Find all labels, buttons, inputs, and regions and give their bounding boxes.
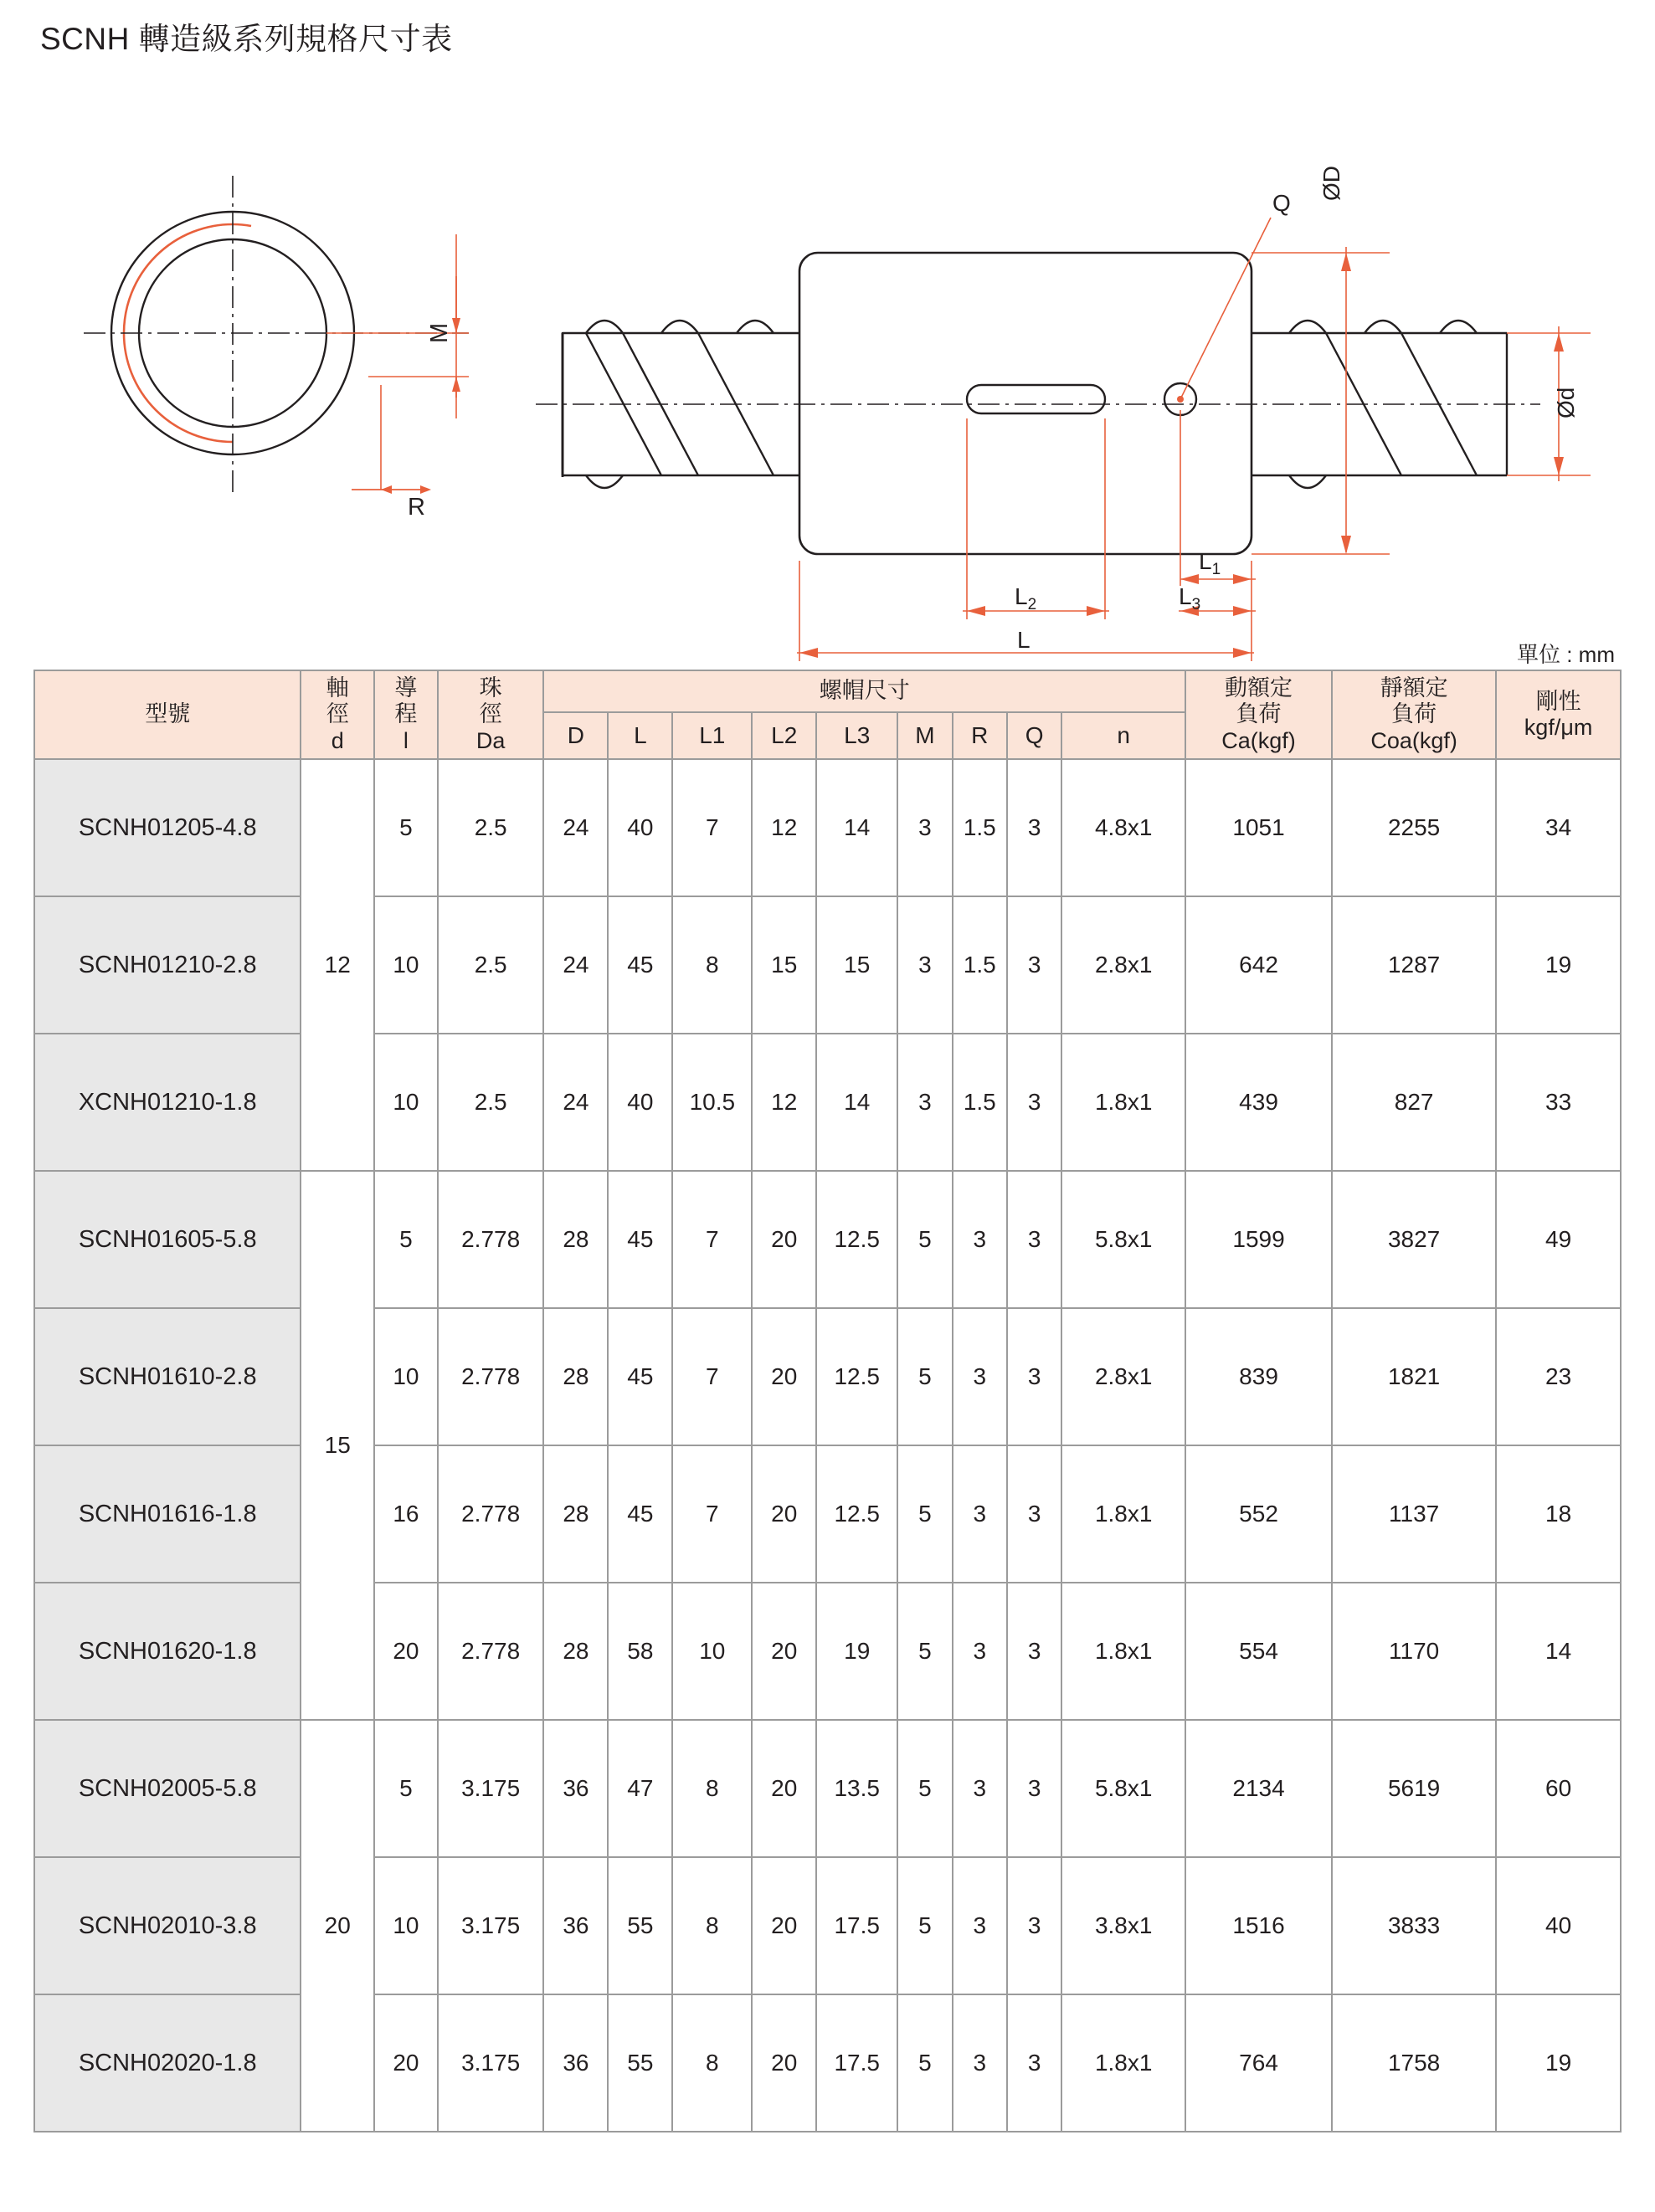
page-title: SCNH 轉造級系列規格尺寸表	[40, 22, 453, 56]
label-L: L	[1017, 627, 1031, 653]
cell-Q: 3	[1007, 1445, 1061, 1583]
cell-D: 36	[543, 1720, 608, 1857]
cell-R: 3	[953, 1720, 1007, 1857]
header-rigidity-line1: 剛性	[1535, 688, 1581, 714]
label-R: R	[408, 494, 425, 521]
cell-R: 3	[953, 1171, 1007, 1308]
cell-shaft-diameter: 12	[301, 759, 374, 1171]
cell-L3: 14	[816, 759, 897, 896]
label-OD: ØD	[1318, 166, 1344, 201]
cell-L3: 12.5	[816, 1308, 897, 1445]
cell-dynamic-load: 642	[1185, 896, 1332, 1034]
cell-model: SCNH01610-2.8	[34, 1308, 301, 1445]
table-row	[34, 1308, 1621, 1445]
label-L1: $L_1$	[1199, 548, 1221, 578]
cell-model: SCNH01620-1.8	[34, 1583, 301, 1720]
cell-L: 45	[608, 1445, 672, 1583]
cell-R: 1.5	[953, 1034, 1007, 1171]
spec-table-container	[33, 670, 1622, 2132]
cell-ball-diameter: 3.175	[438, 1857, 544, 1994]
drawing-svg	[0, 67, 1655, 653]
cell-ball-diameter: 2.778	[438, 1171, 544, 1308]
header-ball-line2: 徑	[479, 701, 502, 727]
cell-shaft-diameter: 15	[301, 1171, 374, 1720]
cell-n: 2.8x1	[1061, 896, 1185, 1034]
header-shaft-line3: d	[331, 727, 344, 753]
table-row	[34, 896, 1621, 1034]
cell-ball-diameter: 2.5	[438, 896, 544, 1034]
cell-D: 24	[543, 1034, 608, 1171]
cell-L1: 7	[672, 1171, 752, 1308]
cell-dynamic-load: 554	[1185, 1583, 1332, 1720]
cell-n: 1.8x1	[1061, 1994, 1185, 2132]
cell-model: SCNH02020-1.8	[34, 1994, 301, 2132]
cell-rigidity: 18	[1496, 1445, 1621, 1583]
cell-L1: 7	[672, 1445, 752, 1583]
table-row	[34, 1171, 1621, 1308]
header-L3: L3	[816, 712, 897, 759]
header-lead	[374, 670, 438, 759]
cell-rigidity: 49	[1496, 1171, 1621, 1308]
cell-ball-diameter: 2.5	[438, 1034, 544, 1171]
cell-L3: 12.5	[816, 1171, 897, 1308]
cell-dynamic-load: 1516	[1185, 1857, 1332, 1994]
cell-static-load: 3827	[1332, 1171, 1496, 1308]
cell-dynamic-load: 1051	[1185, 759, 1332, 896]
cell-D: 36	[543, 1994, 608, 2132]
cell-L1: 10.5	[672, 1034, 752, 1171]
cell-M: 5	[897, 1583, 952, 1720]
header-M: M	[897, 712, 952, 759]
cell-lead: 10	[374, 1308, 438, 1445]
cell-M: 5	[897, 1720, 952, 1857]
header-coa-line2: 負荷	[1391, 701, 1437, 727]
cell-L3: 13.5	[816, 1720, 897, 1857]
header-coa-line1: 靜額定	[1380, 675, 1448, 701]
cell-L2: 12	[752, 759, 816, 896]
cell-M: 3	[897, 896, 952, 1034]
cell-L: 47	[608, 1720, 672, 1857]
cell-L2: 20	[752, 1445, 816, 1583]
cell-static-load: 3833	[1332, 1857, 1496, 1994]
table-header-row-1	[34, 670, 1621, 712]
cell-Q: 3	[1007, 759, 1061, 896]
cell-L1: 8	[672, 1720, 752, 1857]
header-ca-line1: 動額定	[1225, 675, 1293, 701]
cell-dynamic-load: 1599	[1185, 1171, 1332, 1308]
cell-rigidity: 60	[1496, 1720, 1621, 1857]
header-D: D	[543, 712, 608, 759]
cell-model: SCNH01616-1.8	[34, 1445, 301, 1583]
cell-Q: 3	[1007, 896, 1061, 1034]
table-row	[34, 1445, 1621, 1583]
header-ball-line3: Da	[475, 727, 506, 753]
cell-lead: 10	[374, 1034, 438, 1171]
cell-Q: 3	[1007, 1171, 1061, 1308]
cell-n: 1.8x1	[1061, 1034, 1185, 1171]
cell-n: 1.8x1	[1061, 1583, 1185, 1720]
cell-shaft-diameter: 20	[301, 1720, 374, 2132]
cell-L3: 12.5	[816, 1445, 897, 1583]
table-row	[34, 1034, 1621, 1171]
cell-D: 24	[543, 896, 608, 1034]
header-nut-dimensions: 螺帽尺寸	[543, 670, 1185, 712]
cell-D: 28	[543, 1308, 608, 1445]
cell-L: 55	[608, 1857, 672, 1994]
cell-Q: 3	[1007, 1994, 1061, 2132]
cell-L2: 20	[752, 1994, 816, 2132]
cell-L: 45	[608, 1171, 672, 1308]
cell-L: 58	[608, 1583, 672, 1720]
cell-lead: 5	[374, 1171, 438, 1308]
cell-lead: 10	[374, 1857, 438, 1994]
cell-dynamic-load: 552	[1185, 1445, 1332, 1583]
cell-ball-diameter: 2.778	[438, 1445, 544, 1583]
cell-static-load: 5619	[1332, 1720, 1496, 1857]
header-lead-line1: 導	[394, 675, 418, 701]
cell-static-load: 827	[1332, 1034, 1496, 1171]
header-lead-line3: l	[403, 727, 409, 753]
header-shaft-diameter	[301, 670, 374, 759]
label-L2: $L_2$	[1015, 583, 1037, 613]
cell-model: SCNH01605-5.8	[34, 1171, 301, 1308]
cell-dynamic-load: 2134	[1185, 1720, 1332, 1857]
cell-ball-diameter: 3.175	[438, 1994, 544, 2132]
header-rigidity-line2: kgf/μm	[1524, 715, 1593, 740]
cell-L1: 7	[672, 1308, 752, 1445]
cell-D: 28	[543, 1445, 608, 1583]
cell-M: 5	[897, 1994, 952, 2132]
cell-n: 5.8x1	[1061, 1720, 1185, 1857]
cell-L1: 8	[672, 1857, 752, 1994]
cell-ball-diameter: 2.778	[438, 1308, 544, 1445]
cell-D: 24	[543, 759, 608, 896]
cell-L1: 8	[672, 896, 752, 1034]
cell-M: 5	[897, 1857, 952, 1994]
header-coa-line3: Coa(kgf)	[1370, 727, 1457, 753]
cell-static-load: 2255	[1332, 759, 1496, 896]
cell-static-load: 1137	[1332, 1445, 1496, 1583]
label-M: M	[426, 322, 453, 343]
cell-D: 28	[543, 1583, 608, 1720]
cell-rigidity: 40	[1496, 1857, 1621, 1994]
cell-M: 3	[897, 1034, 952, 1171]
cell-static-load: 1758	[1332, 1994, 1496, 2132]
cell-L1: 10	[672, 1583, 752, 1720]
cell-rigidity: 19	[1496, 1994, 1621, 2132]
cell-model: XCNH01210-1.8	[34, 1034, 301, 1171]
cell-L: 45	[608, 896, 672, 1034]
cell-rigidity: 23	[1496, 1308, 1621, 1445]
cell-L: 45	[608, 1308, 672, 1445]
cell-lead: 20	[374, 1994, 438, 2132]
spec-table	[33, 670, 1622, 2132]
cell-rigidity: 14	[1496, 1583, 1621, 1720]
cell-R: 3	[953, 1445, 1007, 1583]
cell-L3: 15	[816, 896, 897, 1034]
cell-L3: 17.5	[816, 1857, 897, 1994]
cell-n: 4.8x1	[1061, 759, 1185, 896]
cell-rigidity: 33	[1496, 1034, 1621, 1171]
table-row	[34, 1583, 1621, 1720]
cell-L2: 15	[752, 896, 816, 1034]
header-L: L	[608, 712, 672, 759]
header-L2: L2	[752, 712, 816, 759]
nut-keyway	[967, 385, 1105, 413]
cell-D: 28	[543, 1171, 608, 1308]
cell-M: 5	[897, 1171, 952, 1308]
header-ball-diameter	[438, 670, 544, 759]
cell-L: 55	[608, 1994, 672, 2132]
label-Od: Ød	[1553, 387, 1579, 418]
cell-lead: 10	[374, 896, 438, 1034]
cell-L2: 20	[752, 1857, 816, 1994]
cell-L3: 14	[816, 1034, 897, 1171]
cell-Q: 3	[1007, 1583, 1061, 1720]
cell-L3: 19	[816, 1583, 897, 1720]
header-shaft-line2: 徑	[326, 701, 349, 727]
label-Q: Q	[1272, 190, 1291, 216]
cell-L: 40	[608, 1034, 672, 1171]
cell-static-load: 1821	[1332, 1308, 1496, 1445]
table-body	[34, 759, 1621, 2132]
cell-M: 5	[897, 1308, 952, 1445]
cell-R: 1.5	[953, 759, 1007, 896]
cell-R: 3	[953, 1583, 1007, 1720]
cell-ball-diameter: 2.5	[438, 759, 544, 896]
cell-ball-diameter: 2.778	[438, 1583, 544, 1720]
cell-R: 3	[953, 1994, 1007, 2132]
cell-L: 40	[608, 759, 672, 896]
header-Q: Q	[1007, 712, 1061, 759]
header-rigidity	[1496, 670, 1621, 759]
cell-M: 5	[897, 1445, 952, 1583]
header-model: 型號	[34, 670, 301, 759]
cell-Q: 3	[1007, 1308, 1061, 1445]
cell-n: 1.8x1	[1061, 1445, 1185, 1583]
cell-L2: 20	[752, 1583, 816, 1720]
header-shaft-line1: 軸	[326, 675, 349, 701]
unit-note: 單位 : mm	[1517, 642, 1615, 667]
cell-dynamic-load: 839	[1185, 1308, 1332, 1445]
table-head	[34, 670, 1621, 759]
cell-R: 3	[953, 1308, 1007, 1445]
cell-lead: 16	[374, 1445, 438, 1583]
cell-n: 3.8x1	[1061, 1857, 1185, 1994]
cell-n: 5.8x1	[1061, 1171, 1185, 1308]
cell-Q: 3	[1007, 1720, 1061, 1857]
cell-L1: 7	[672, 759, 752, 896]
cell-lead: 5	[374, 759, 438, 896]
cell-model: SCNH02010-3.8	[34, 1857, 301, 1994]
header-lead-line2: 程	[394, 701, 418, 727]
label-L3: $L_3$	[1179, 583, 1201, 613]
header-ca-line3: Ca(kgf)	[1221, 727, 1296, 753]
cell-Q: 3	[1007, 1034, 1061, 1171]
cell-M: 3	[897, 759, 952, 896]
cell-dynamic-load: 439	[1185, 1034, 1332, 1171]
cell-model: SCNH01210-2.8	[34, 896, 301, 1034]
cell-L2: 12	[752, 1034, 816, 1171]
cell-rigidity: 19	[1496, 896, 1621, 1034]
cell-static-load: 1170	[1332, 1583, 1496, 1720]
ball-track-arc-end	[233, 224, 251, 226]
header-R: R	[953, 712, 1007, 759]
cell-D: 36	[543, 1857, 608, 1994]
cell-lead: 5	[374, 1720, 438, 1857]
table-row	[34, 1857, 1621, 1994]
header-n: n	[1061, 712, 1185, 759]
cell-dynamic-load: 764	[1185, 1994, 1332, 2132]
cell-rigidity: 34	[1496, 759, 1621, 896]
header-ball-line1: 珠	[479, 675, 502, 701]
cell-ball-diameter: 3.175	[438, 1720, 544, 1857]
cell-Q: 3	[1007, 1857, 1061, 1994]
table-row	[34, 1994, 1621, 2132]
technical-drawing	[0, 67, 1655, 653]
table-row	[34, 759, 1621, 896]
cell-L2: 20	[752, 1308, 816, 1445]
table-row	[34, 1720, 1621, 1857]
header-ca-line2: 負荷	[1236, 701, 1282, 727]
cell-model: SCNH01205-4.8	[34, 759, 301, 896]
cell-lead: 20	[374, 1583, 438, 1720]
cell-R: 3	[953, 1857, 1007, 1994]
header-dynamic-load	[1185, 670, 1332, 759]
header-L1: L1	[672, 712, 752, 759]
cell-R: 1.5	[953, 896, 1007, 1034]
cell-static-load: 1287	[1332, 896, 1496, 1034]
cell-L3: 17.5	[816, 1994, 897, 2132]
cell-n: 2.8x1	[1061, 1308, 1185, 1445]
header-static-load	[1332, 670, 1496, 759]
cell-L2: 20	[752, 1171, 816, 1308]
cell-L1: 8	[672, 1994, 752, 2132]
cell-L2: 20	[752, 1720, 816, 1857]
cell-model: SCNH02005-5.8	[34, 1720, 301, 1857]
